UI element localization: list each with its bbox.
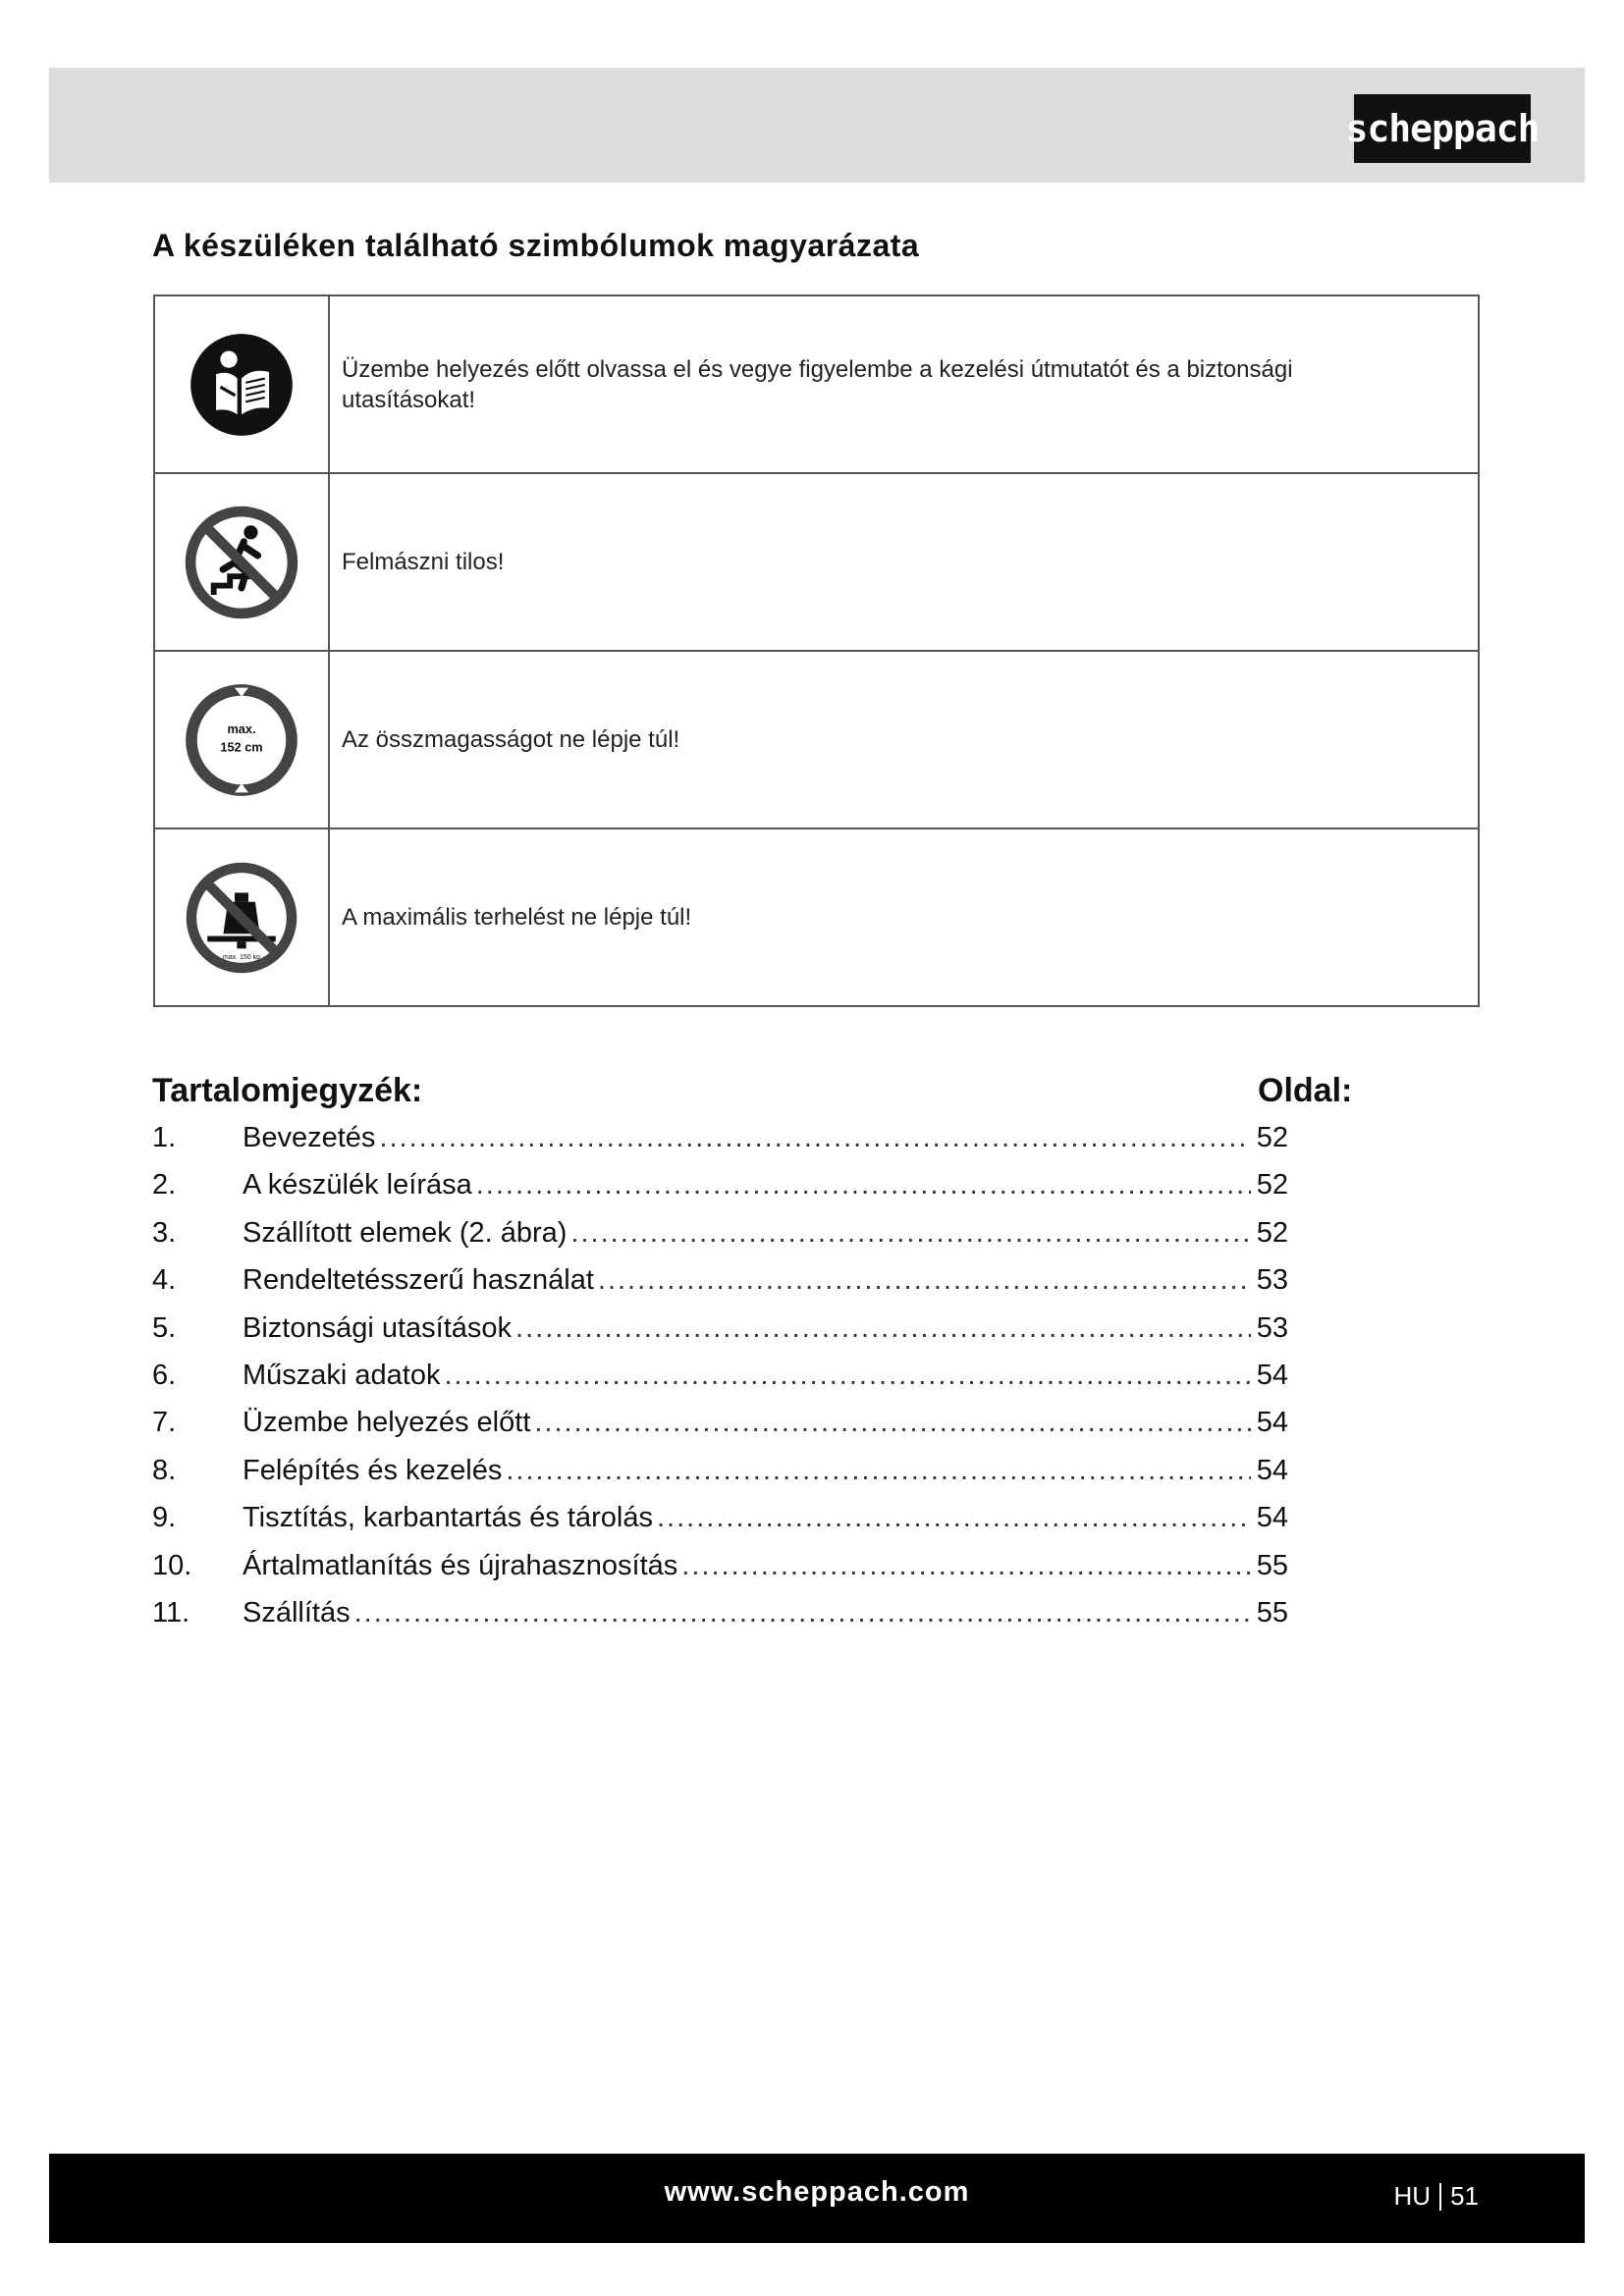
footer-band <box>49 2154 1585 2243</box>
footer-website-link[interactable]: www.scheppach.com <box>664 2176 970 2208</box>
toc-leader-dots <box>354 1589 1251 1636</box>
symbol-text: Az összmagasságot ne lépje túl! <box>329 651 1479 828</box>
toc-entry-number: 2. <box>152 1169 177 1201</box>
footer-language-code: HU <box>1393 2181 1432 2211</box>
symbols-title: A készüléken található szimbólumok magyarázata <box>152 228 920 263</box>
no-overload-label: max. 150 kg <box>223 953 260 961</box>
symbol-row <box>154 651 1479 828</box>
toc-entry-page: 53 <box>1256 1311 1288 1344</box>
footer-page-number: 51 <box>1450 2181 1479 2211</box>
toc-entry-page: 52 <box>1256 1216 1288 1249</box>
toc-entry-page: 52 <box>1256 1122 1288 1153</box>
toc-entry[interactable] <box>152 1542 1288 1589</box>
toc-page-heading: Oldal: <box>1258 1072 1353 1109</box>
toc-leader-dots <box>534 1399 1250 1446</box>
max-height-label-line2: 152 cm <box>220 739 263 755</box>
no-climbing-icon <box>184 505 299 620</box>
toc-entry[interactable] <box>152 1589 1288 1636</box>
toc-entry-page: 55 <box>1256 1596 1288 1629</box>
toc-leader-dots <box>681 1542 1250 1589</box>
toc-entry-number: 9. <box>152 1502 177 1534</box>
symbol-icon-cell <box>154 295 329 473</box>
toc-entry-page: 54 <box>1256 1359 1288 1391</box>
toc-leader-dots <box>506 1447 1250 1494</box>
toc-leader-dots <box>515 1305 1251 1352</box>
toc-entry-title: Ártalmatlanítás és újrahasznosítás <box>243 1549 678 1581</box>
scheppach-logo: scheppach <box>1354 94 1531 163</box>
toc-entry-title: Tisztítás, karbantartás és tárolás <box>243 1502 653 1534</box>
toc-entry-number: 10. <box>152 1549 192 1581</box>
toc-entry[interactable] <box>152 1256 1288 1304</box>
toc-entry-number: 3. <box>152 1216 177 1249</box>
toc-entry-title: Szállítás <box>243 1596 351 1629</box>
toc-entry-number: 7. <box>152 1407 177 1439</box>
toc-entry[interactable] <box>152 1209 1288 1256</box>
toc-entry[interactable] <box>152 1114 1288 1161</box>
max-height-label-line1: max. <box>227 721 256 736</box>
toc-leader-dots <box>445 1352 1251 1399</box>
symbol-icon-cell <box>154 828 329 1006</box>
toc-entry-title: Bevezetés <box>243 1122 376 1153</box>
toc-entry-page: 54 <box>1256 1407 1288 1439</box>
symbol-text: Felmászni tilos! <box>329 473 1479 651</box>
toc-entry-title: Üzembe helyezés előtt <box>243 1407 531 1439</box>
toc-entry-title: Műszaki adatok <box>243 1359 441 1391</box>
toc-entry[interactable] <box>152 1161 1288 1208</box>
toc-entry[interactable] <box>152 1447 1288 1494</box>
no-overload-icon <box>185 861 298 975</box>
toc-entry[interactable] <box>152 1305 1288 1352</box>
toc-entry-number: 1. <box>152 1122 177 1153</box>
footer-separator <box>1439 2183 1441 2211</box>
toc-entry-title: Szállított elemek (2. ábra) <box>243 1216 568 1249</box>
footer-page-indicator <box>1394 2181 1479 2212</box>
symbol-icon-cell <box>154 473 329 651</box>
toc-leader-dots <box>379 1114 1250 1161</box>
read-manual-icon <box>189 332 295 438</box>
toc-entry-page: 55 <box>1256 1549 1288 1581</box>
symbol-row <box>154 295 1479 473</box>
toc-entry-title: Biztonsági utasítások <box>243 1311 513 1344</box>
symbol-text: Üzembe helyezés előtt olvassa el és vegye figyelembe a kezelési útmutatót és a biztonsági utasításokat! <box>329 295 1479 473</box>
toc-entry-title: A készülék leírása <box>243 1169 472 1201</box>
toc-entry-number: 8. <box>152 1454 177 1486</box>
toc-entry-page: 54 <box>1256 1454 1288 1486</box>
toc-heading: Tartalomjegyzék: <box>152 1072 423 1109</box>
toc-entry[interactable] <box>152 1399 1288 1446</box>
toc-entry-title: Felépítés és kezelés <box>243 1454 503 1486</box>
toc-leader-dots <box>570 1209 1250 1256</box>
toc-entry-number: 4. <box>152 1264 177 1297</box>
toc-entry-number: 5. <box>152 1311 177 1344</box>
toc-entry[interactable] <box>152 1352 1288 1399</box>
toc-leader-dots <box>476 1161 1251 1208</box>
symbol-table <box>153 294 1480 1007</box>
toc-leader-dots <box>657 1494 1251 1541</box>
toc-entry-page: 53 <box>1256 1264 1288 1297</box>
toc-entry-title: Rendeltetésszerű használat <box>243 1264 594 1297</box>
toc-entry[interactable] <box>152 1494 1288 1541</box>
symbol-text: A maximális terhelést ne lépje túl! <box>329 828 1479 1006</box>
symbol-row <box>154 828 1479 1006</box>
toc-leader-dots <box>598 1256 1251 1304</box>
toc-entry-page: 52 <box>1256 1169 1288 1201</box>
max-height-icon <box>185 683 298 797</box>
toc-list <box>152 1114 1288 1636</box>
toc-entry-page: 54 <box>1256 1502 1288 1534</box>
toc-entry-number: 6. <box>152 1359 177 1391</box>
header-band <box>49 68 1585 183</box>
symbol-icon-cell <box>154 651 329 828</box>
symbol-row <box>154 473 1479 651</box>
toc-entry-number: 11. <box>152 1596 190 1629</box>
